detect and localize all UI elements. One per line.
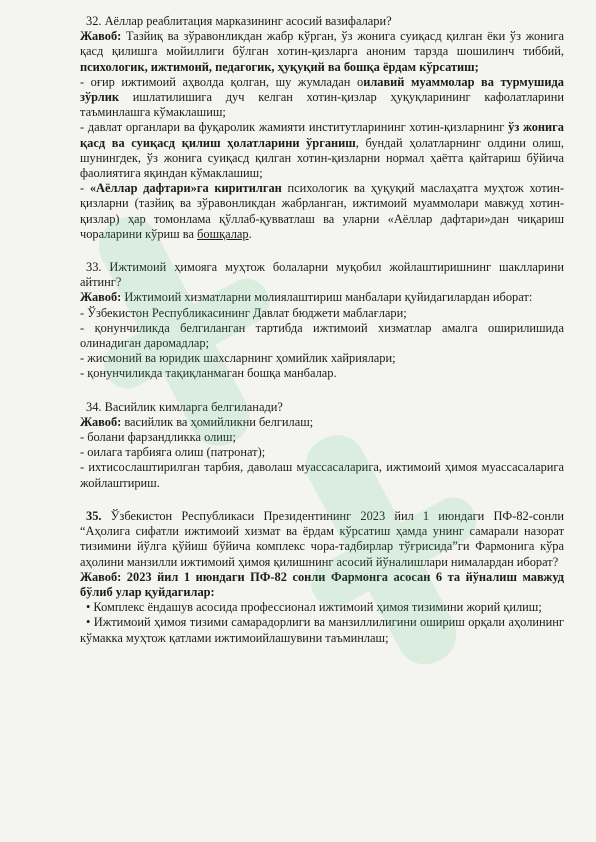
list-item: - болани фарзандликка олиш;: [80, 430, 236, 445]
answer-34: Жавоб: васийлик ва ҳомийликни белгилаш;: [80, 414, 314, 429]
question-33: 33. Ижтимоий ҳимояга муҳтож болаларни муқобил жойлаштиришнинг шаклларини айтинг?: [80, 260, 564, 290]
answer-32: Жавоб: Тазйиқ ва зўравонликдан жабр кўрган, ўз жонига суиқасд қилган ёки ўз жонига қасд қилишга мойиллиги бўлган хотин-қизларга аноним тарзда шошилинч тиббий, психологик, ижтимоий, педагогик, ҳуқуқий ва бошқа ёрдам кўрсатиш;: [80, 29, 564, 74]
list-item: - жисмоний ва юридик шахсларнинг ҳомийлик хайриялари;: [80, 351, 396, 366]
list-item: - оилага тарбияга олиш (патронат);: [80, 445, 266, 460]
list-item: - қонунчиликда белгиланган тартибда ижтимоий хизматлар амалга оширилишида олинадиган даромадлар;: [80, 320, 564, 351]
question-34: 34. Васийлик кимларга белгиланади?: [86, 399, 283, 414]
list-item: - давлат органлари ва фуқаролик жамияти институтларининг хотин-қизларнинг ўз жонига қасд ва суиқасд қилиш ҳолатларини ўрганиш, бундай ҳолатларнинг олдини олиш, шунингдек, ўз жонига суиқасд қилган хотин-қизларни нормал ҳаётга қайтариш бўйича фаолиятига яқиндан кўмаклашиш;: [80, 120, 565, 181]
answer-33: Жавоб: Ижтимоий хизматларни молиялаштириш манбалари қуйидагилардан иборат:: [80, 290, 533, 305]
list-item: • Комплекс ёндашув асосида профессионал ижтимоий ҳимоя тизимини жорий қилиш;: [86, 600, 542, 615]
list-item: • Ижтимоий ҳимоя тизими самарадорлиги ва манзиллилигини ошириш орқали аҳолининг кўмакка муҳтож қатлами ижтимоийлашувини таъминлаш;: [80, 615, 564, 645]
list-item: - ихтисослаштирилган тарбия, даволаш муассасаларига, ижтимоий ҳимоя муассасаларига жойлаштириш.: [80, 460, 564, 490]
list-item: - «Аёллар дафтари»га киритилган психологик ва ҳуқуқий маслаҳатга муҳтож хотин-қизларни (тазйиқ ва зўравонликдан жабрланган, ижтимоий муаммолари мавжуд хотин-қизлар) ҳар томонлама қўллаб-қувватлаш ва уларни «Аёллар дафтари»дан чиқариш чораларини кўриш ва бошқалар.: [80, 181, 564, 241]
answer-label: Жавоб:: [80, 290, 122, 305]
answer-label: Жавоб:: [80, 414, 122, 429]
list-item: - Ўзбекистон Республикасининг Давлат бюджети маблағлари;: [80, 305, 407, 320]
question-32: 32. Аёллар реаблитация марказининг асосий вазифалари?: [86, 14, 392, 28]
answer-label: Жавоб:: [80, 569, 122, 584]
answer-label: Жавоб:: [80, 29, 122, 44]
list-item: - оғир ижтимоий аҳволда қолган, шу жумладан оилавий муаммолар ва турмушида зўрлик ишлатилишига дуч келган хотин-қизлар ҳуқуқларининг кафолатларини таъминлашга кўмаклашиш;: [80, 74, 564, 120]
list-item: - қонунчиликда тақиқланмаган бошқа манбалар.: [80, 366, 337, 381]
question-35: 35. Ўзбекистон Республикаси Президентининг 2023 йил 1 июндаги ПФ-82-сонли “Аҳолига сифатли ижтимоий хизмат ва ёрдам кўрсатиш ҳамда унинг самарали назорат тизимини йўлга қўйиш бўйича комплекс чора-тадбирлар тўғрисида”ги Фармонига кўра аҳолини манзилли ижтимоий ҳимоя қилишнинг асосий йўналишлари нималардан иборат?: [80, 508, 564, 569]
answer-35: Жавоб: 2023 йил 1 июндаги ПФ-82 сонли Фармонга асосан 6 та йўналиш мавжуд бўлиб улар қуйдагилар:: [80, 569, 564, 599]
